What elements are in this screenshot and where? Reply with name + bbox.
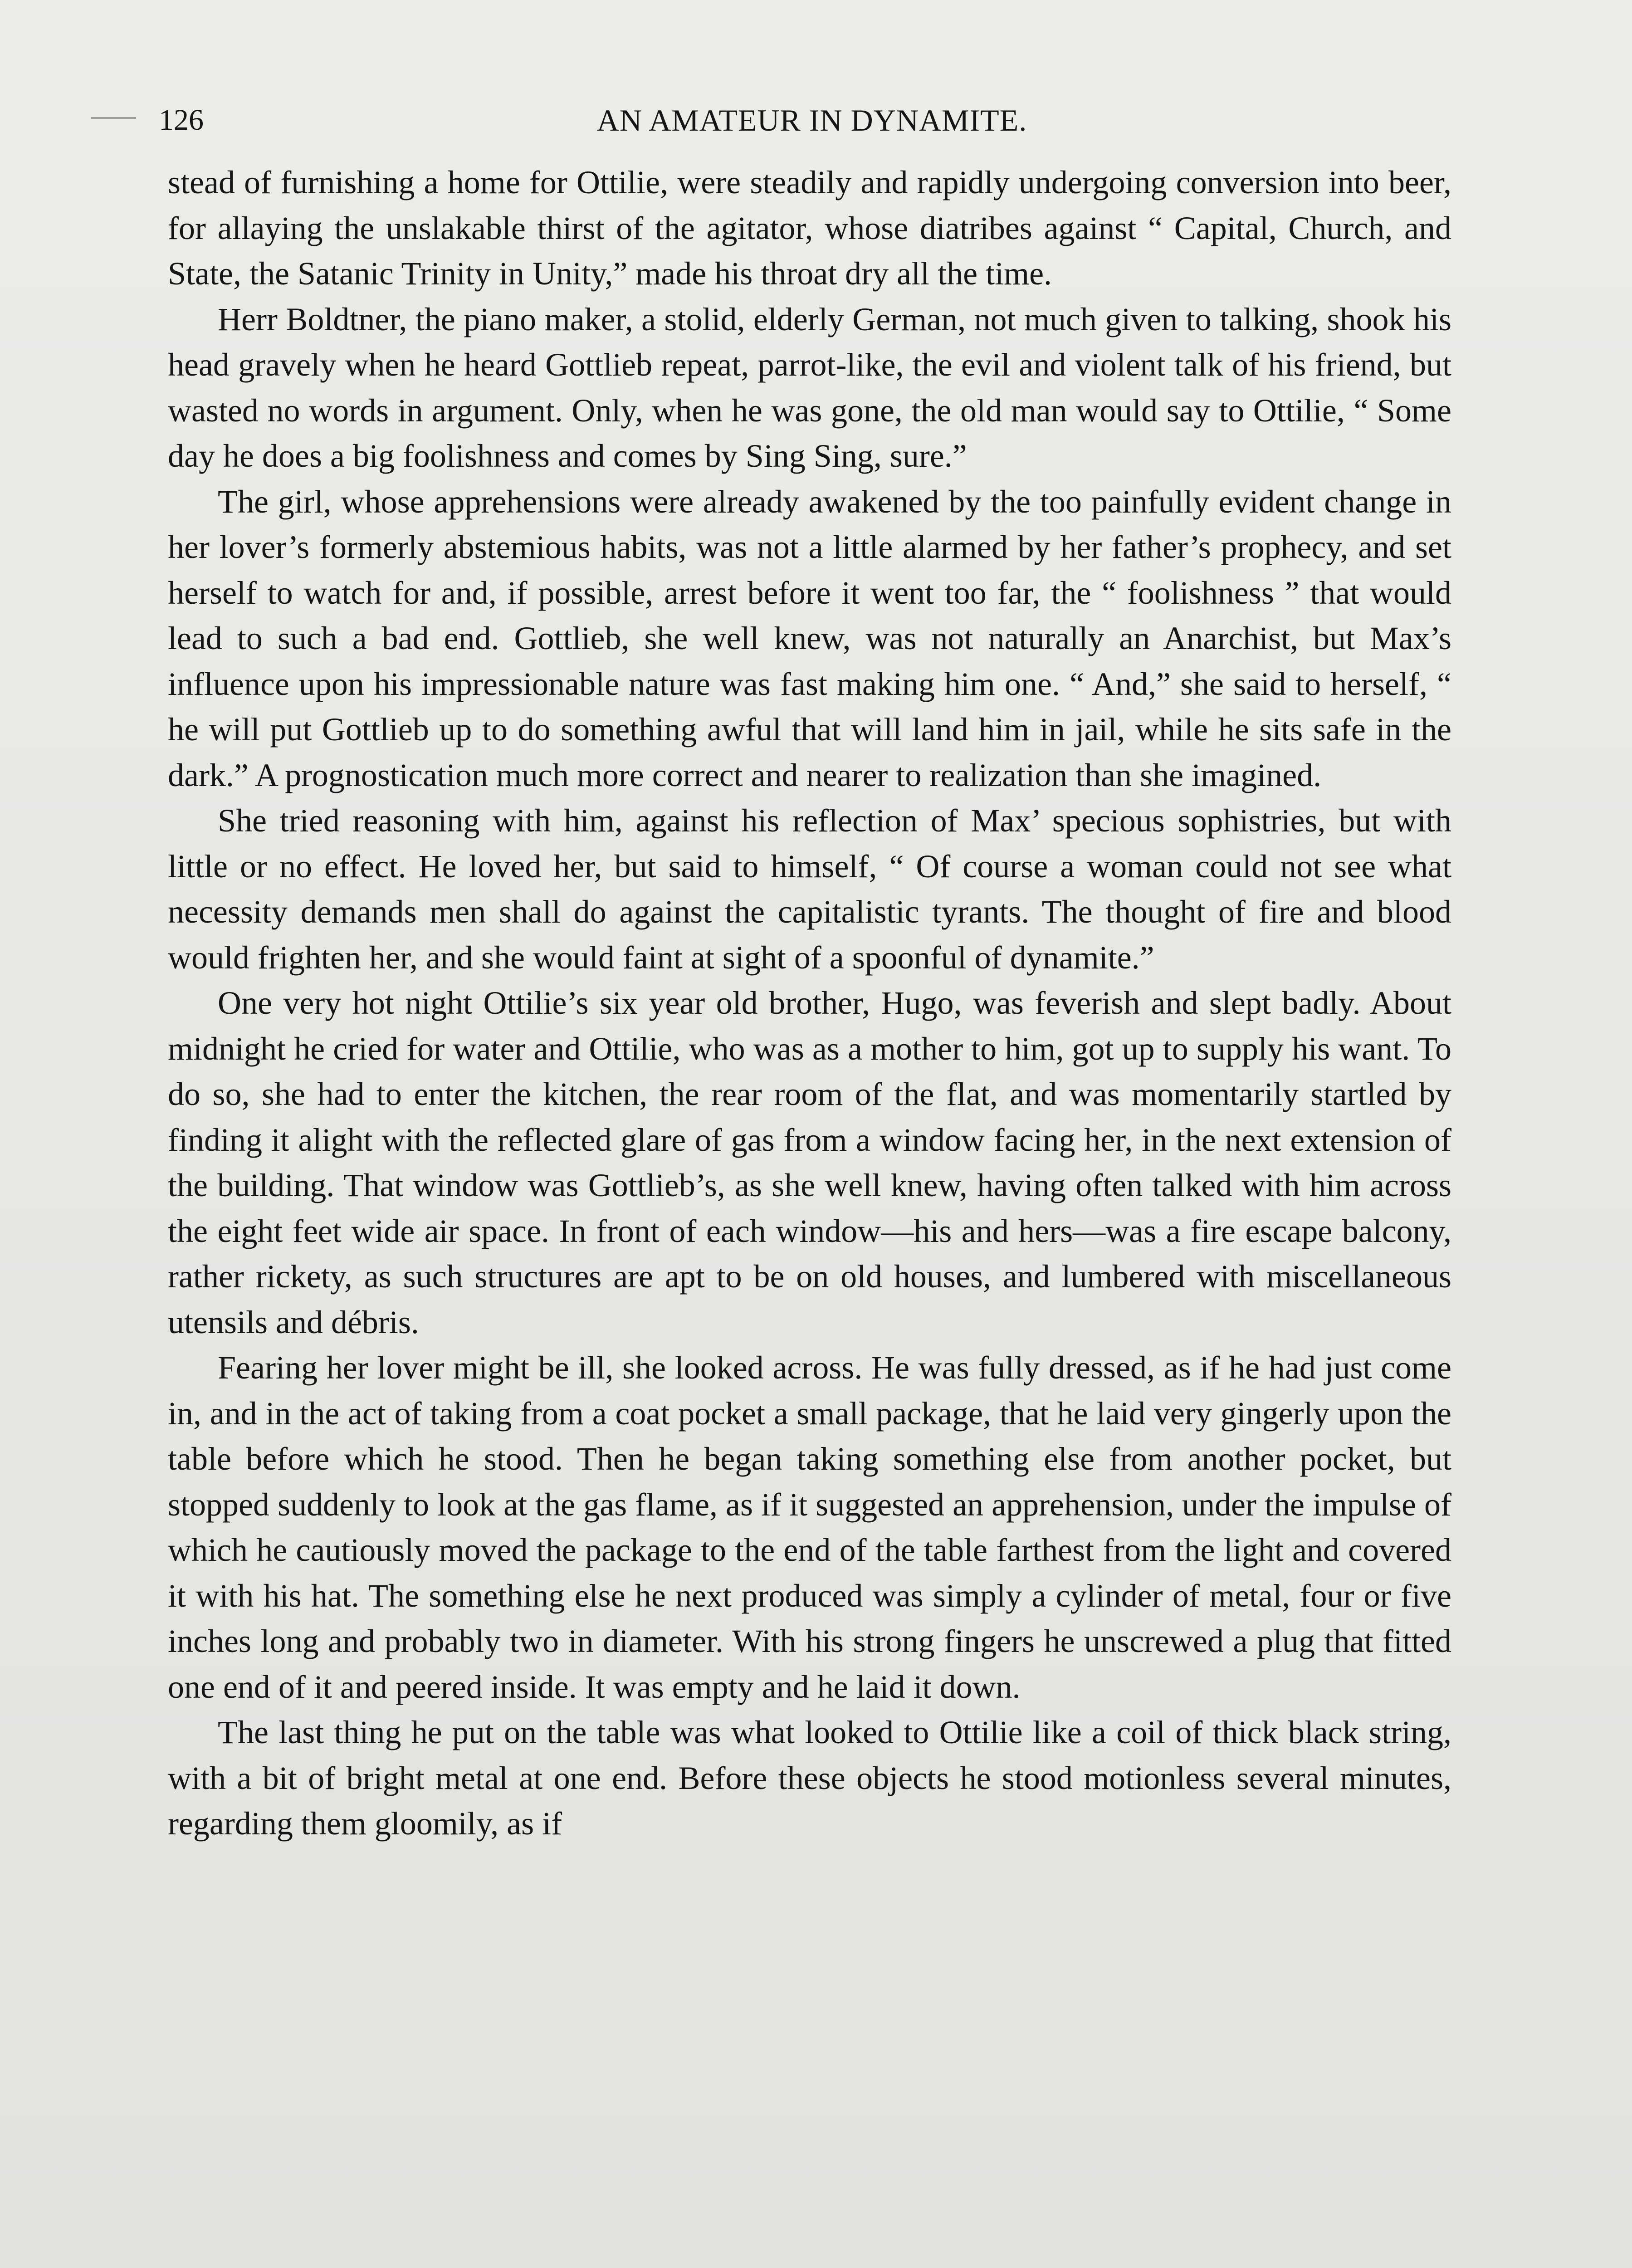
- paragraph: The last thing he put on the table was what looked to Ottilie like a coil of thick black string, with a bit of bright metal at one end. Before these objects he stood motionless several minutes, regarding them gloomily, as if: [168, 1714, 1451, 1842]
- paragraph: stead of furnishing a home for Ottilie, were steadily and rapidly undergoing conversion into beer, for allaying the unslakable thirst of the agitator, whose diatribes against “ Capital, Church, and State, the Satanic Trinity in Unity,” made his throat dry all the time.: [168, 164, 1451, 292]
- paragraph: One very hot night Ottilie’s six year old brother, Hugo, was feverish and slept badly. About midnight he cried for water and Ottilie, who was as a mother to him, got up to supply his want. To do so, she had to enter the kitchen, the rear room of the flat, and was momentarily startled by finding it alight with the reflected glare of gas from a window facing her, in the next extension of the building. That window was Gottlieb’s, as she well knew, having often talked with him across the eight feet wide air space. In front of each window—his and hers—was a fire escape balcony, rather rickety, as such structures are apt to be on old houses, and lumbered with miscellaneous utensils and débris.: [168, 985, 1451, 1340]
- margin-mark: [91, 117, 136, 119]
- running-title: AN AMATEUR IN DYNAMITE.: [596, 103, 1027, 137]
- body-text: [168, 160, 1451, 1847]
- paragraph: Herr Boldtner, the piano maker, a stolid, elderly German, not much given to talking, shook his head gravely when he heard Gottlieb repeat, parrot-like, the evil and violent talk of his friend, but wasted no words in argument. Only, when he was gone, the old man would say to Ottilie, “ Some day he does a big foolishness and comes by Sing Sing, sure.”: [168, 301, 1451, 474]
- paragraph: The girl, whose apprehensions were already awakened by the too painfully evident change in her lover’s formerly abstemious habits, was not a little alarmed by her father’s prophecy, and set herself to watch for and, if possible, arrest before it went too far, the “ foolishness ” that would lead to such a bad end. Gottlieb, she well knew, was not naturally an Anarchist, but Max’s influence upon his impressionable nature was fast making him one. “ And,” she said to herself, “ he will put Gottlieb up to do something awful that will land him in jail, while he sits safe in the dark.” A prognostication much more correct and nearer to realization than she imagined.: [168, 483, 1451, 793]
- page-number: 126: [159, 103, 204, 137]
- paragraph: She tried reasoning with him, against his reflection of Max’ specious sophistries, but with little or no effect. He loved her, but said to himself, “ Of course a woman could not see what necessity demands men shall do against the capitalistic tyrants. The thought of fire and blood would frighten her, and she would faint at sight of a spoonful of dynamite.”: [168, 802, 1451, 976]
- page-header: [159, 95, 1465, 145]
- paragraph: Fearing her lover might be ill, she looked across. He was fully dressed, as if he had just come in, and in the act of taking from a coat pocket a small package, that he laid very gingerly upon the table before which he stood. Then he began taking something else from another pocket, but stopped suddenly to look at the gas flame, as if it suggested an apprehension, under the impulse of which he cautiously moved the package to the end of the table farthest from the light and covered it with his hat. The something else he next produced was simply a cylinder of metal, four or five inches long and probably two in diameter. With his strong fingers he unscrewed a plug that fitted one end of it and peered inside. It was empty and he laid it down.: [168, 1349, 1451, 1705]
